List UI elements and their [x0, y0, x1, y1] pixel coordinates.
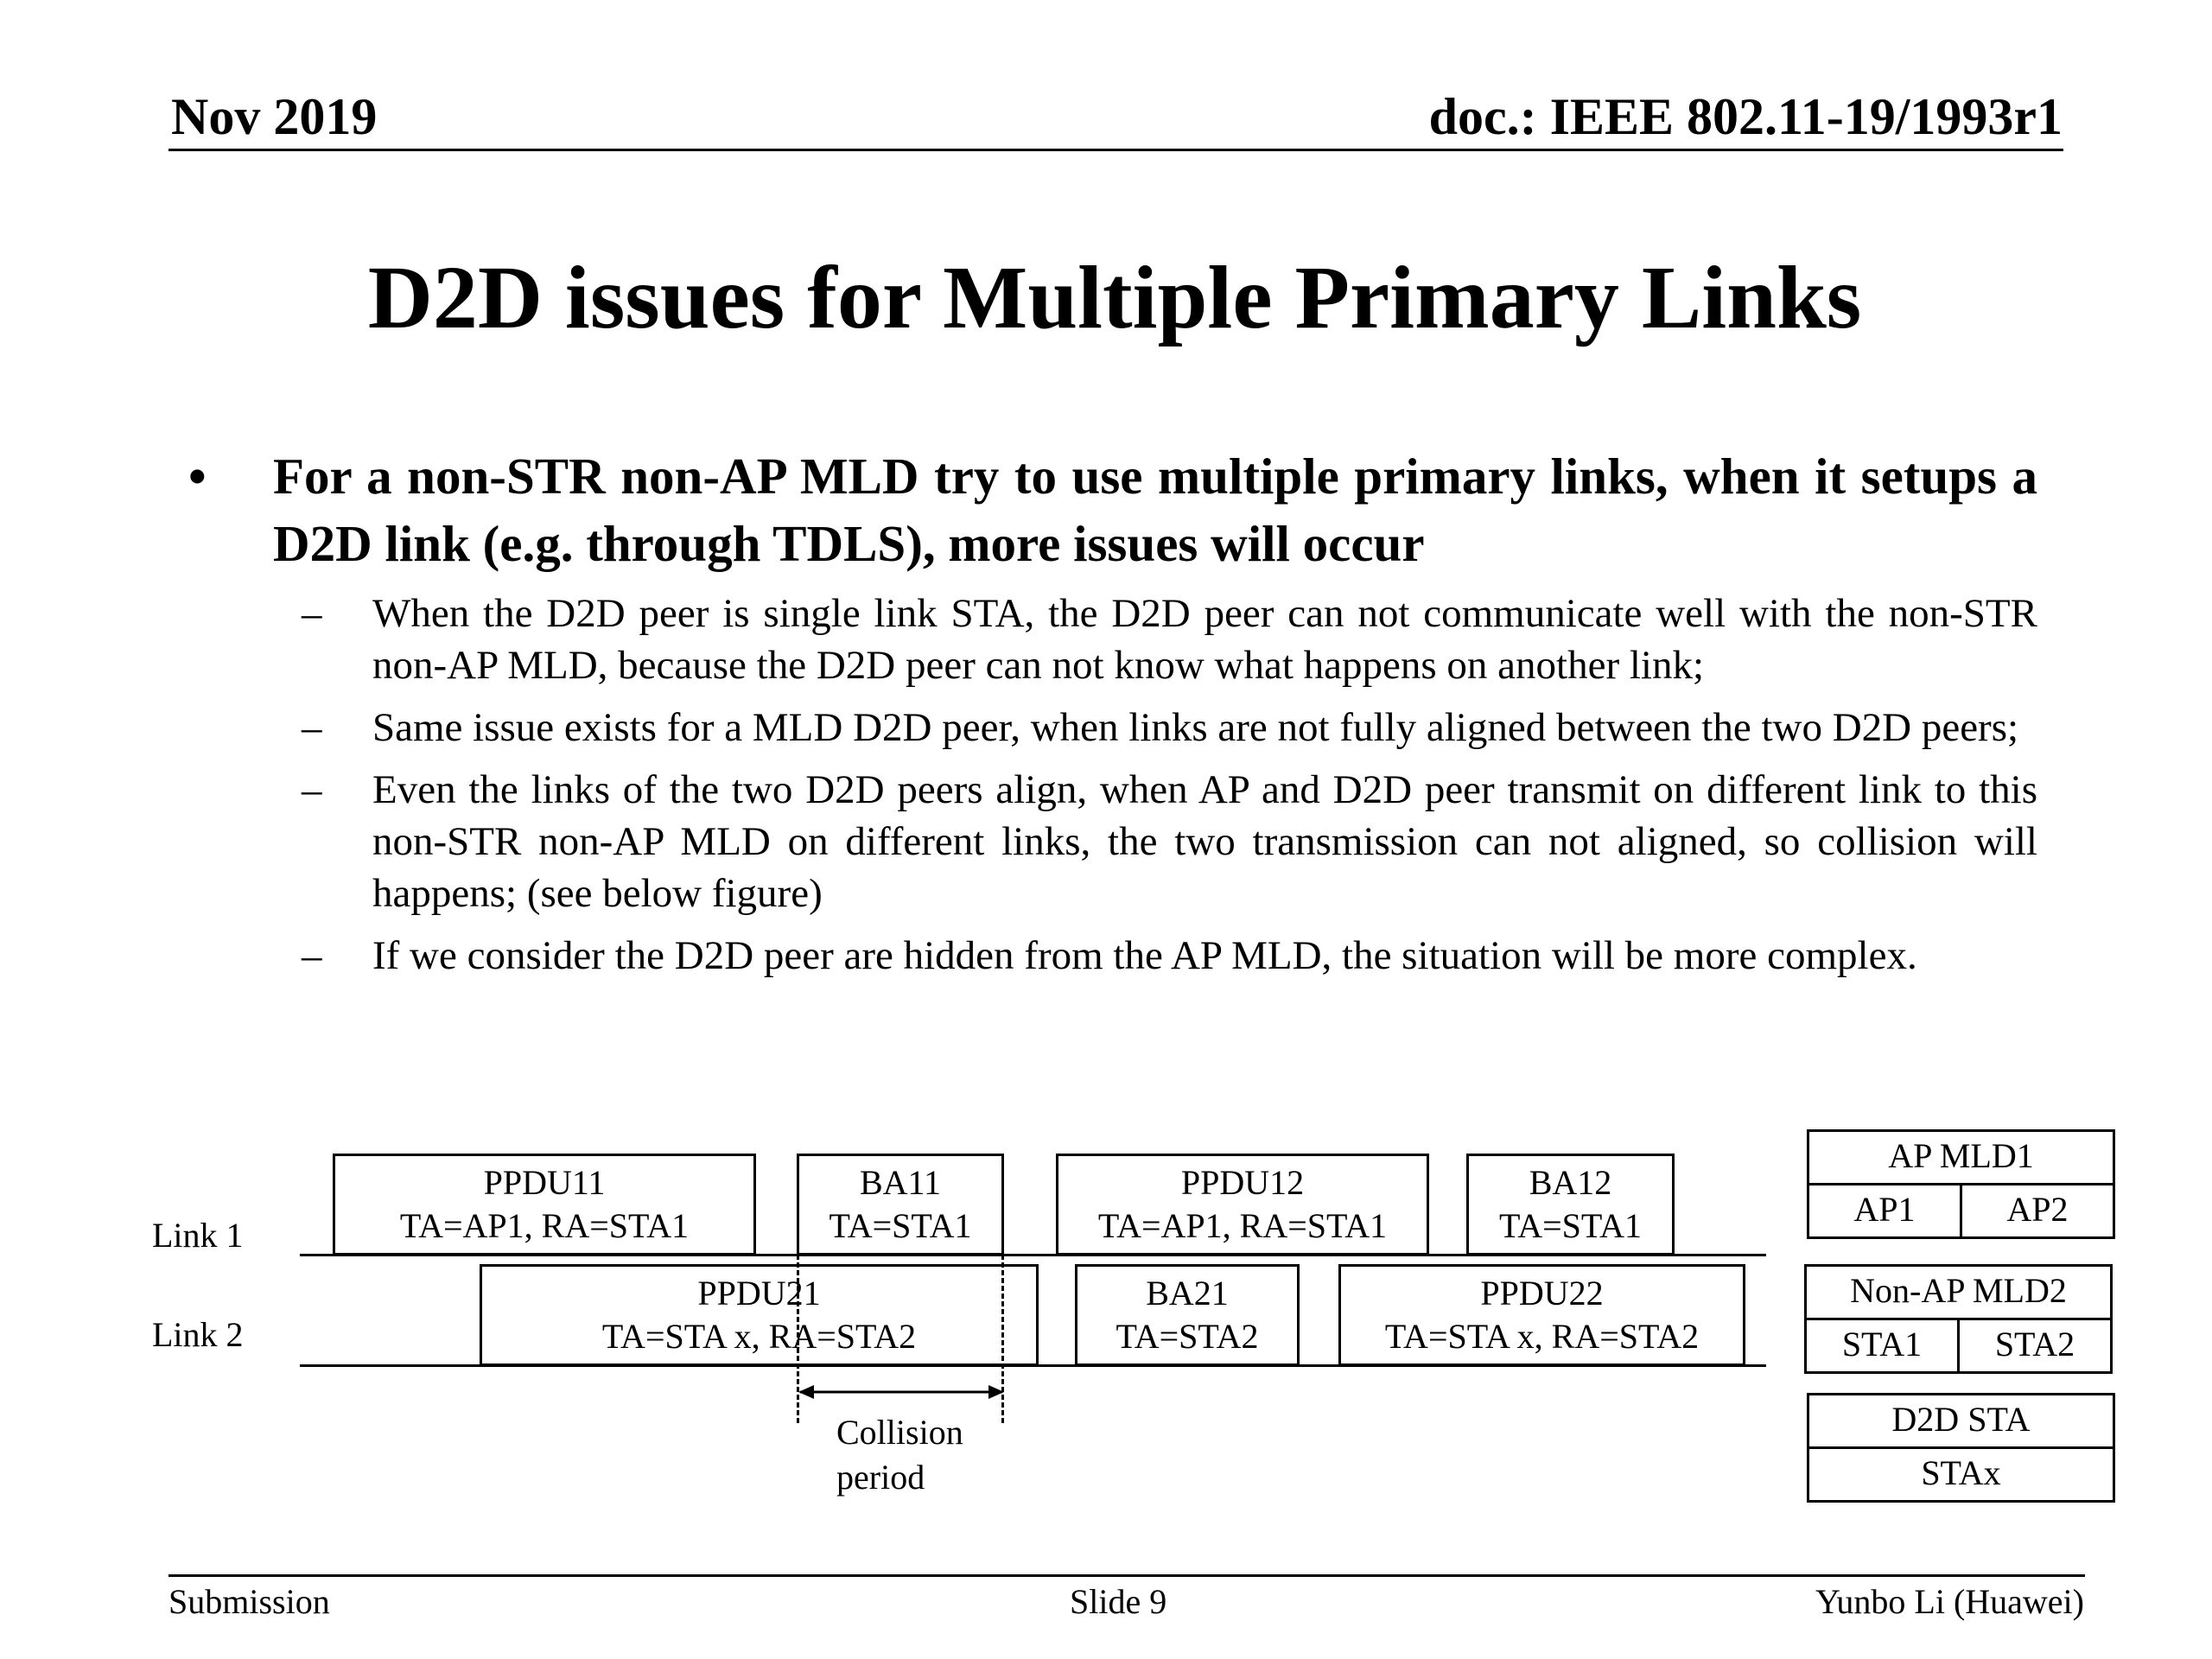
dash-marker: –: [302, 705, 322, 750]
dash-marker: –: [302, 767, 322, 812]
footer-slide-number: Slide 9: [1070, 1582, 1167, 1621]
frame-name: PPDU21: [697, 1274, 821, 1313]
sub-bullet-text: Even the links of the two D2D peers align, when AP and D2D peer transmit on different link to this non-STR non-AP MLD on different links, the two transmission can not aligned, so collision will happens; (see below figure): [372, 767, 2037, 916]
frame-name: PPDU12: [1180, 1163, 1305, 1202]
frame-name: BA12: [1529, 1163, 1612, 1202]
footer-author: Yunbo Li (Huawei): [1815, 1582, 2084, 1621]
frame-address: TA=STA1: [829, 1206, 972, 1245]
frame-name: BA11: [859, 1163, 942, 1202]
ap-mld1-box: AP MLD1: [1807, 1129, 2115, 1185]
dash-marker: –: [302, 933, 322, 978]
ppdu11-frame: [333, 1154, 756, 1255]
footer-rule: [168, 1574, 2085, 1577]
link1-label: Link 1: [152, 1216, 244, 1255]
ap1-cell: AP1: [1807, 1183, 1962, 1239]
frame-name: BA21: [1146, 1274, 1229, 1313]
sub-bullet-text: If we consider the D2D peer are hidden from the AP MLD, the situation will be more complex.: [372, 933, 1917, 978]
collision-period-label: [836, 1410, 963, 1500]
frame-address: TA=AP1, RA=STA1: [399, 1206, 690, 1245]
frame-address: TA=STA x, RA=STA2: [1384, 1317, 1700, 1356]
sta1-cell: STA1: [1804, 1318, 1960, 1374]
frame-address: TA=AP1, RA=STA1: [1097, 1206, 1388, 1245]
collision-arrow-icon: [795, 1379, 1007, 1405]
collision-label-line: period: [836, 1458, 925, 1497]
ppdu22-frame: [1338, 1264, 1745, 1366]
sta2-cell: STA2: [1957, 1318, 2113, 1374]
sub-bullet-text: When the D2D peer is single link STA, the D2D peer can not communicate well with the non-STR non-AP MLD, because the D2D peer can not know what happens on another link;: [372, 591, 2037, 688]
header-doc-id: doc.: IEEE 802.11-19/1993r1: [1428, 88, 2063, 145]
non-ap-mld2-box: Non-AP MLD2: [1804, 1264, 2113, 1320]
collision-label-line: Collision: [836, 1413, 963, 1452]
ppdu12-frame: [1056, 1154, 1429, 1255]
frame-address: TA=STA1: [1498, 1206, 1643, 1245]
d2d-sta-box: D2D STA: [1807, 1393, 2115, 1449]
header-date: Nov 2019: [171, 88, 378, 145]
frame-address: TA=STA x, RA=STA2: [601, 1317, 917, 1356]
link2-label: Link 2: [152, 1315, 244, 1354]
ppdu21-frame: [480, 1264, 1039, 1366]
bullet-marker: •: [188, 448, 207, 505]
ba12-frame: [1466, 1154, 1675, 1255]
ba11-frame: [797, 1154, 1004, 1255]
frame-name: PPDU11: [483, 1163, 606, 1202]
footer-submission: Submission: [168, 1582, 330, 1621]
ba21-frame: [1075, 1264, 1300, 1366]
slide-title: D2D issues for Multiple Primary Links: [367, 248, 1862, 347]
sub-bullet-text: Same issue exists for a MLD D2D peer, when links are not fully aligned between the two D2D peers;: [372, 705, 2019, 750]
bullet-text: For a non-STR non-AP MLD try to use multiple primary links, when it setups a D2D link (e.g. through TDLS), more issues will occur: [273, 448, 2037, 572]
frame-address: TA=STA2: [1116, 1317, 1259, 1356]
ap2-cell: AP2: [1960, 1183, 2115, 1239]
frame-name: PPDU22: [1480, 1274, 1604, 1313]
dash-marker: –: [302, 591, 322, 636]
stax-cell: STAx: [1807, 1446, 2115, 1503]
